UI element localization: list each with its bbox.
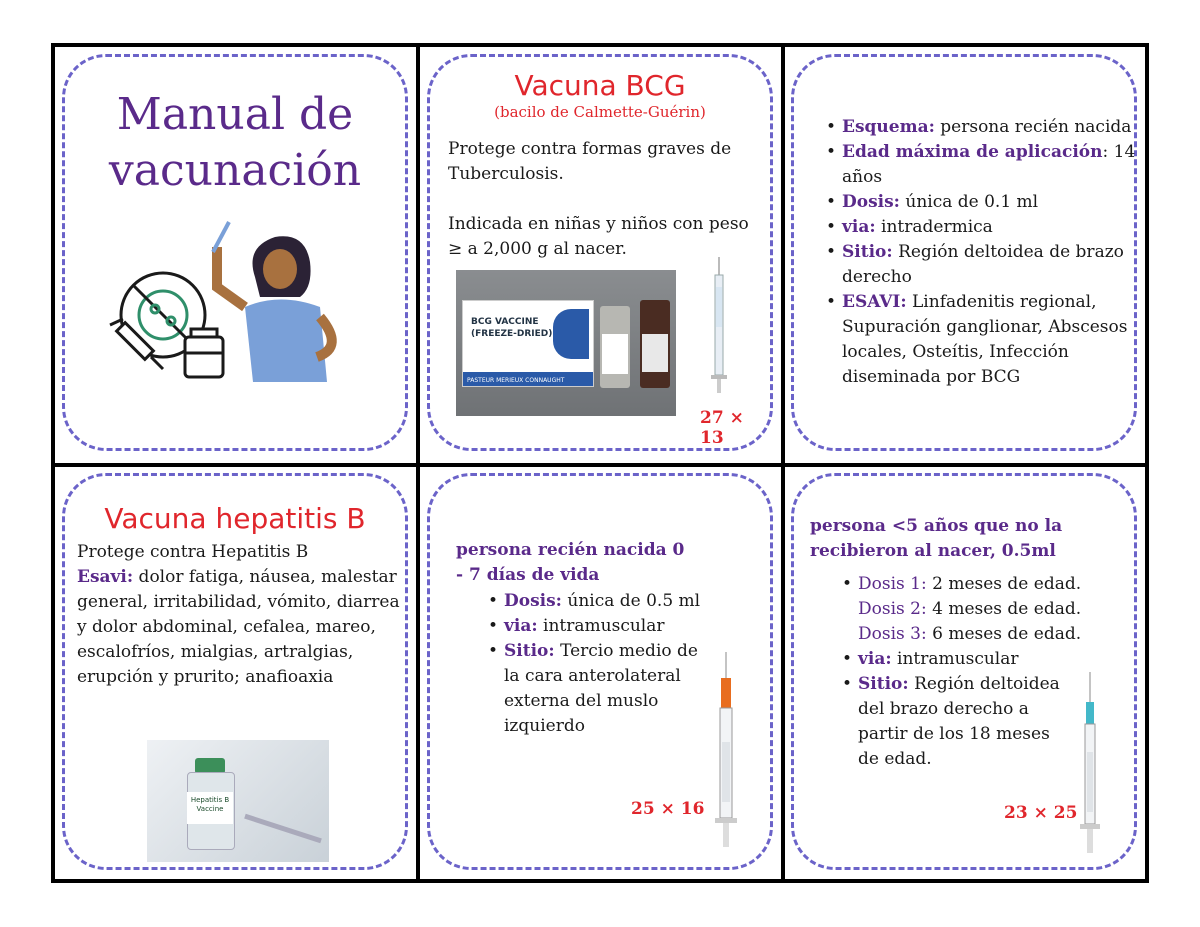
photo-label-line1: BCG VACCINE [471, 317, 539, 327]
card-hepb-under-five [791, 473, 1137, 870]
hepb-newborn-list [486, 589, 714, 739]
list-item: • via: intramuscular [504, 614, 714, 639]
list-item: • via: intramuscular [858, 647, 1108, 672]
list-item: • Sitio: Tercio medio de la cara anterolateral externa del muslo izquierdo [504, 639, 714, 739]
nurse-figure [213, 222, 332, 382]
card-hepb-newborn [427, 473, 773, 870]
list-item: • ESAVI: Linfadenitis regional, Supuración ganglionar, Abscesos locales, Osteítis, Infección diseminada por BCG [842, 290, 1142, 390]
bcg-title: Vacuna BCG [514, 69, 686, 102]
manual-title-line2: vacunación [108, 145, 362, 196]
list-item: • Dosis: única de 0.1 ml [842, 190, 1142, 215]
hepb-under-five-dimensions: 23 × 25 [1004, 803, 1078, 823]
bcg-dimensions: 27 × 13 [700, 408, 744, 448]
list-item: • Sitio: Región deltoidea del brazo derecho a partir de los 18 meses de edad. [858, 672, 1068, 772]
syringe-icon [110, 319, 163, 369]
list-item: • Sitio: Región deltoidea de brazo derecho [842, 240, 1142, 290]
card-manual-cover [62, 54, 408, 451]
list-item: • via: intradermica [842, 215, 1142, 240]
hepb-vaccine-photo [147, 740, 329, 862]
card-hepatitis-b [62, 473, 408, 870]
vial-icon [185, 329, 223, 377]
hepb-under-five-heading: persona <5 años que no la recibieron al nacer, 0.5ml [810, 516, 1063, 561]
bcg-details-list [824, 115, 1142, 390]
hepb-title: Vacuna hepatitis B [104, 502, 366, 535]
hepb-newborn-syringe-image [711, 652, 741, 852]
hepb-newborn-dimensions: 25 × 16 [631, 799, 705, 819]
hepb-newborn-heading: persona recién nacida 0 - 7 días de vida [456, 540, 685, 585]
card-bcg-details [791, 54, 1137, 451]
bcg-indication: Indicada en niñas y niños con peso ≥ a 2,000 g al nacer. [448, 214, 749, 259]
photo-brand: PASTEUR MERIEUX CONNAUGHT [467, 377, 565, 384]
hepb-under-five-list [840, 572, 1108, 772]
bcg-description: Protege contra formas graves de Tuberculosis. [448, 139, 732, 184]
nurse-with-syringe-illustration [105, 207, 385, 387]
bcg-syringe-image [706, 257, 732, 397]
card-bcg [427, 54, 773, 451]
grid-divider [55, 463, 1145, 467]
photo-label-line2: (FREEZE-DRIED) [471, 329, 553, 339]
list-item: • Dosis: única de 0.5 ml [504, 589, 714, 614]
bcg-subtitle: (bacilo de Calmette-Guérin) [494, 103, 706, 121]
hepb-vial-label: Hepatitis B Vaccine [187, 792, 233, 824]
list-item: • Edad máxima de aplicación: 14 años [842, 140, 1142, 190]
list-item: • Dosis 1: 2 meses de edad. Dosis 2: 4 meses de edad. Dosis 3: 6 meses de edad. [858, 572, 1108, 647]
bcg-vaccine-photo [456, 270, 676, 416]
manual-title-line1: Manual de [116, 89, 354, 140]
list-item: • Esquema: persona recién nacida [842, 115, 1142, 140]
hepb-under-five-syringe-image [1077, 672, 1103, 858]
hepb-description: Protege contra Hepatitis B Esavi: dolor fatiga, náusea, malestar general, irritabilidad, vómito, diarrea y dolor abdominal, cefalea, mareo, escalofríos, mialgias, artralgias, erupción y prurito; anafioaxia [77, 542, 400, 687]
